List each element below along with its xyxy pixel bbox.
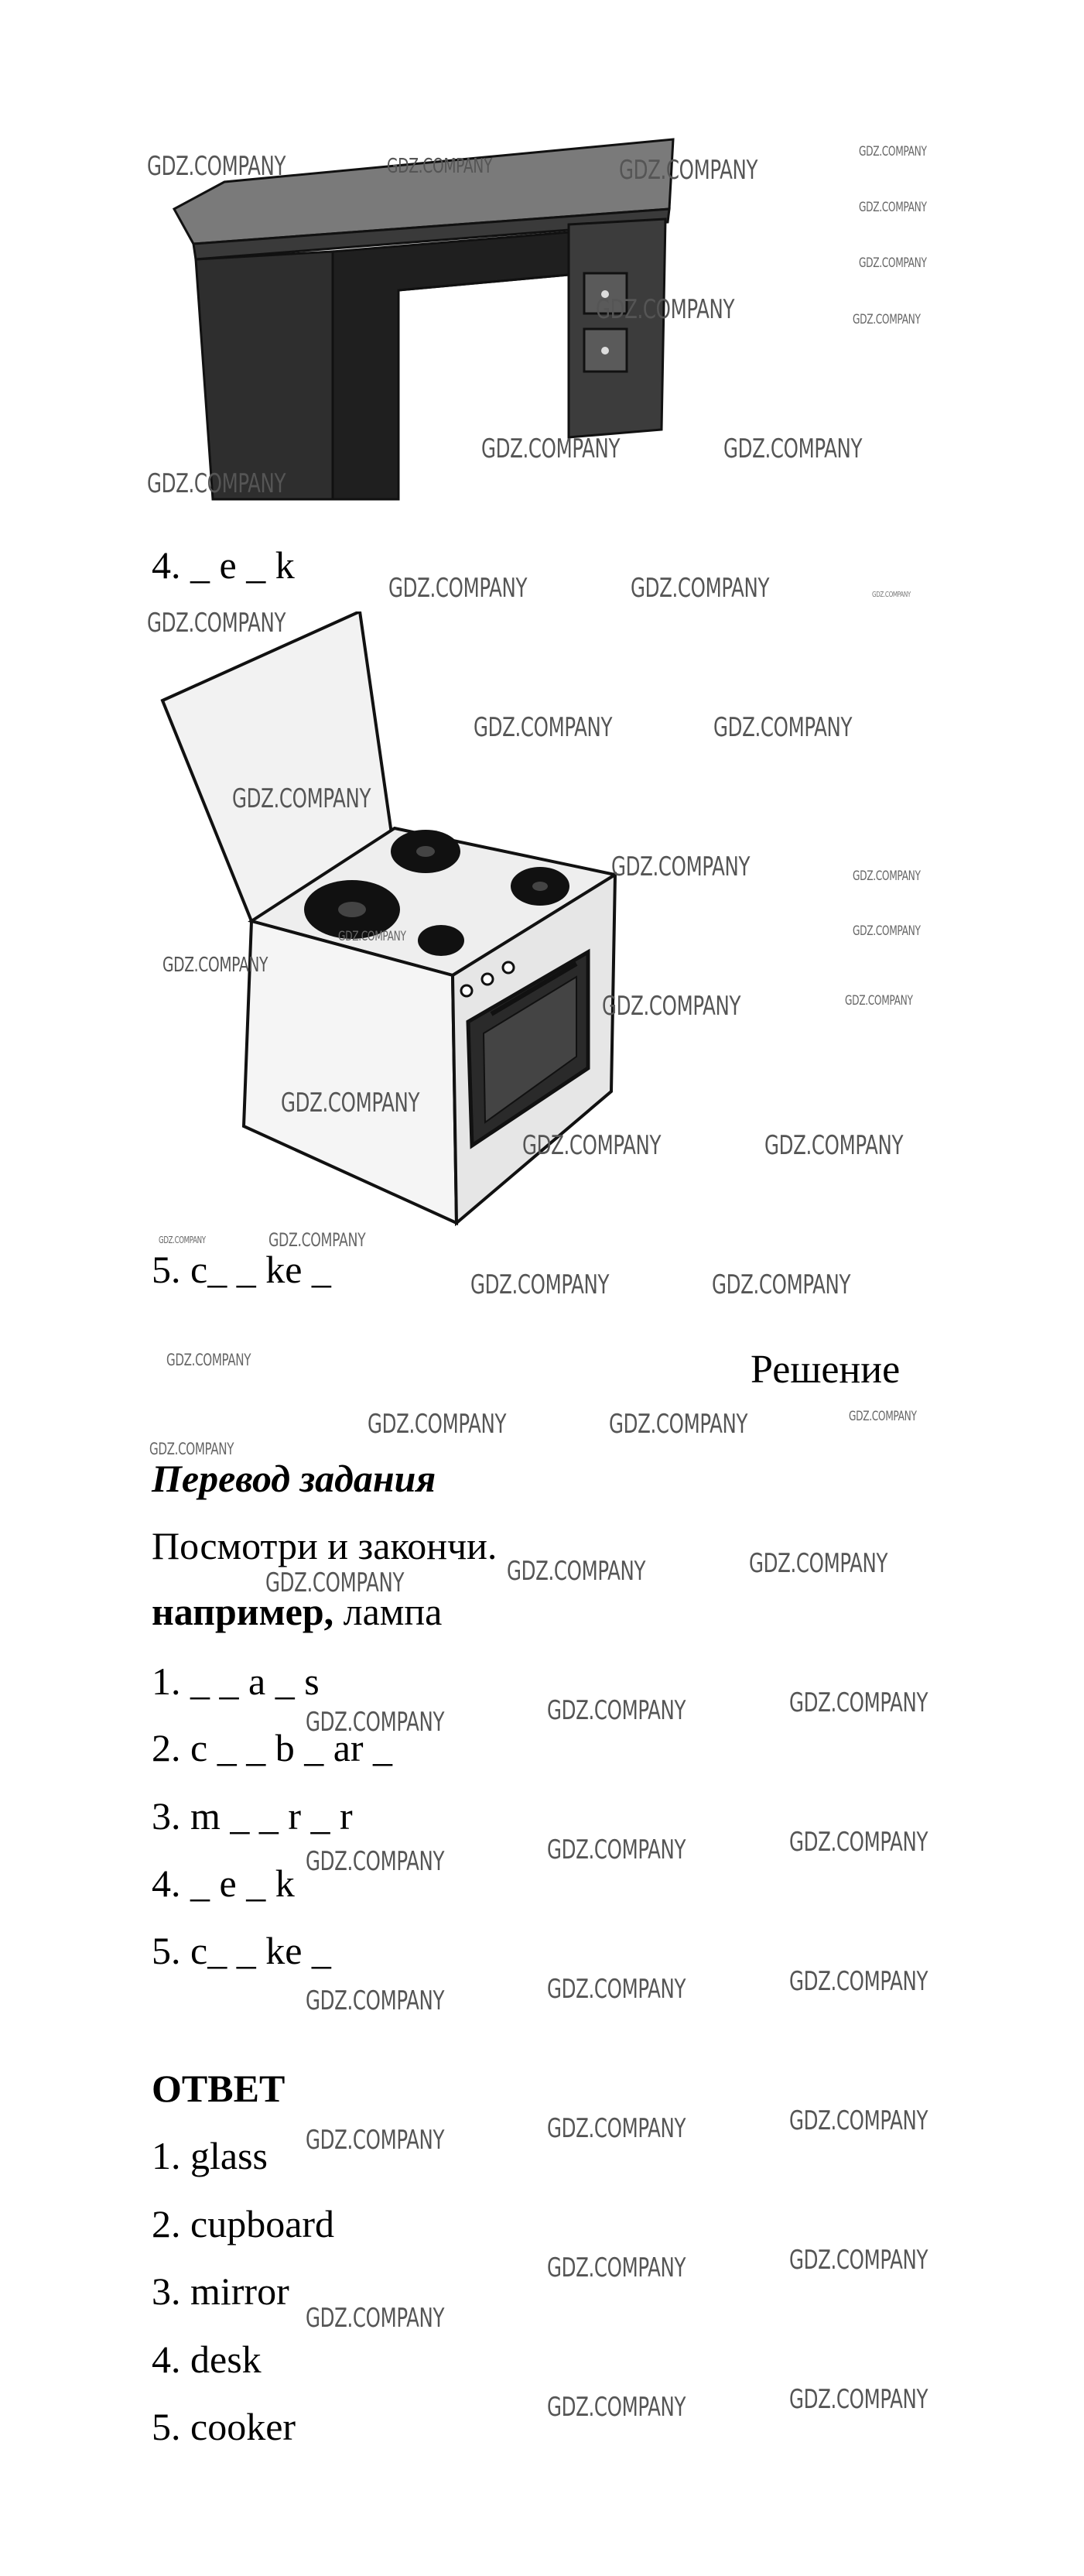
watermark: GDZ.COMPANY	[522, 1130, 662, 1161]
translation-item: 4. _ e _ k	[152, 1862, 295, 1905]
watermark: GDZ.COMPANY	[547, 1974, 686, 2005]
watermark: GDZ.COMPANY	[388, 573, 528, 604]
watermark: GDZ.COMPANY	[859, 144, 927, 159]
answer-item: 1. glass	[152, 2134, 268, 2177]
watermark: GDZ.COMPANY	[789, 1687, 928, 1718]
watermark: GDZ.COMPANY	[602, 991, 741, 1022]
example-label: например,	[152, 1590, 334, 1633]
watermark: GDZ.COMPANY	[547, 2113, 686, 2144]
watermark: GDZ.COMPANY	[789, 2245, 928, 2276]
answer-item: 2. cupboard	[152, 2202, 335, 2245]
watermark: GDZ.COMPANY	[611, 851, 751, 882]
translation-item: 5. c_ _ ke _	[152, 1929, 331, 1972]
watermark: GDZ.COMPANY	[849, 1409, 917, 1424]
watermark: GDZ.COMPANY	[872, 591, 911, 599]
watermark: GDZ.COMPANY	[338, 929, 406, 944]
solution-label: Решение	[751, 1348, 901, 1392]
watermark: GDZ.COMPANY	[306, 2125, 445, 2156]
watermark: GDZ.COMPANY	[723, 433, 863, 464]
watermark: GDZ.COMPANY	[268, 1229, 366, 1251]
watermark: GDZ.COMPANY	[596, 294, 735, 325]
translation-item: 2. c _ _ b _ ar _	[152, 1726, 393, 1769]
watermark: GDZ.COMPANY	[481, 433, 621, 464]
watermark: GDZ.COMPANY	[507, 1556, 646, 1587]
translation-item: 3. m _ _ r _ r	[152, 1794, 353, 1838]
watermark: GDZ.COMPANY	[147, 468, 286, 499]
watermark: GDZ.COMPANY	[853, 312, 921, 327]
watermark: GDZ.COMPANY	[306, 1707, 445, 1738]
watermark: GDZ.COMPANY	[281, 1088, 420, 1118]
watermark: GDZ.COMPANY	[547, 2392, 686, 2423]
answer-item: 5. cooker	[152, 2405, 296, 2448]
watermark: GDZ.COMPANY	[306, 1846, 445, 1877]
watermark: GDZ.COMPANY	[306, 1985, 445, 2016]
watermark: GDZ.COMPANY	[159, 1235, 206, 1245]
answer-item: 3. mirror	[152, 2269, 289, 2313]
watermark: GDZ.COMPANY	[859, 255, 927, 271]
watermark: GDZ.COMPANY	[712, 1269, 851, 1300]
watermark: GDZ.COMPANY	[162, 954, 268, 977]
watermark: GDZ.COMPANY	[306, 2303, 445, 2334]
watermark: GDZ.COMPANY	[547, 2252, 686, 2283]
translation-item: 1. _ _ a _ s	[152, 1660, 320, 1703]
translation-instruction: Посмотри и закончи.	[152, 1524, 498, 1567]
watermark: GDZ.COMPANY	[853, 868, 921, 884]
example-word: лампа	[333, 1590, 443, 1633]
watermark: GDZ.COMPANY	[859, 200, 927, 215]
watermark: GDZ.COMPANY	[609, 1409, 748, 1440]
watermark: GDZ.COMPANY	[474, 712, 613, 743]
watermark: GDZ.COMPANY	[789, 2384, 928, 2415]
watermark: GDZ.COMPANY	[387, 155, 493, 178]
watermark: GDZ.COMPANY	[265, 1567, 405, 1598]
translation-heading: Перевод задания	[152, 1457, 436, 1500]
watermark: GDZ.COMPANY	[619, 155, 758, 186]
exercise-item-desk: 4. _ e _ k	[152, 543, 295, 587]
watermark: GDZ.COMPANY	[547, 1695, 686, 1726]
watermark: GDZ.COMPANY	[789, 1966, 928, 1997]
watermark: GDZ.COMPANY	[232, 783, 371, 814]
exercise-item-cooker: 5. c_ _ ke _	[152, 1248, 331, 1291]
watermark: GDZ.COMPANY	[853, 923, 921, 939]
watermark: GDZ.COMPANY	[147, 151, 286, 182]
watermark: GDZ.COMPANY	[713, 712, 853, 743]
watermark: GDZ.COMPANY	[845, 993, 913, 1009]
answer-item: 4. desk	[152, 2338, 262, 2381]
watermark: GDZ.COMPANY	[149, 1440, 234, 1458]
watermark: GDZ.COMPANY	[470, 1269, 610, 1300]
watermark: GDZ.COMPANY	[631, 573, 770, 604]
watermark: GDZ.COMPANY	[764, 1130, 904, 1161]
watermark: GDZ.COMPANY	[547, 1834, 686, 1865]
watermark: GDZ.COMPANY	[147, 608, 286, 639]
answer-heading: ОТВЕТ	[152, 2067, 286, 2110]
watermark: GDZ.COMPANY	[368, 1409, 507, 1440]
watermark: GDZ.COMPANY	[789, 1827, 928, 1858]
watermark: GDZ.COMPANY	[166, 1351, 251, 1369]
watermark: GDZ.COMPANY	[749, 1548, 888, 1579]
watermark: GDZ.COMPANY	[789, 2105, 928, 2136]
